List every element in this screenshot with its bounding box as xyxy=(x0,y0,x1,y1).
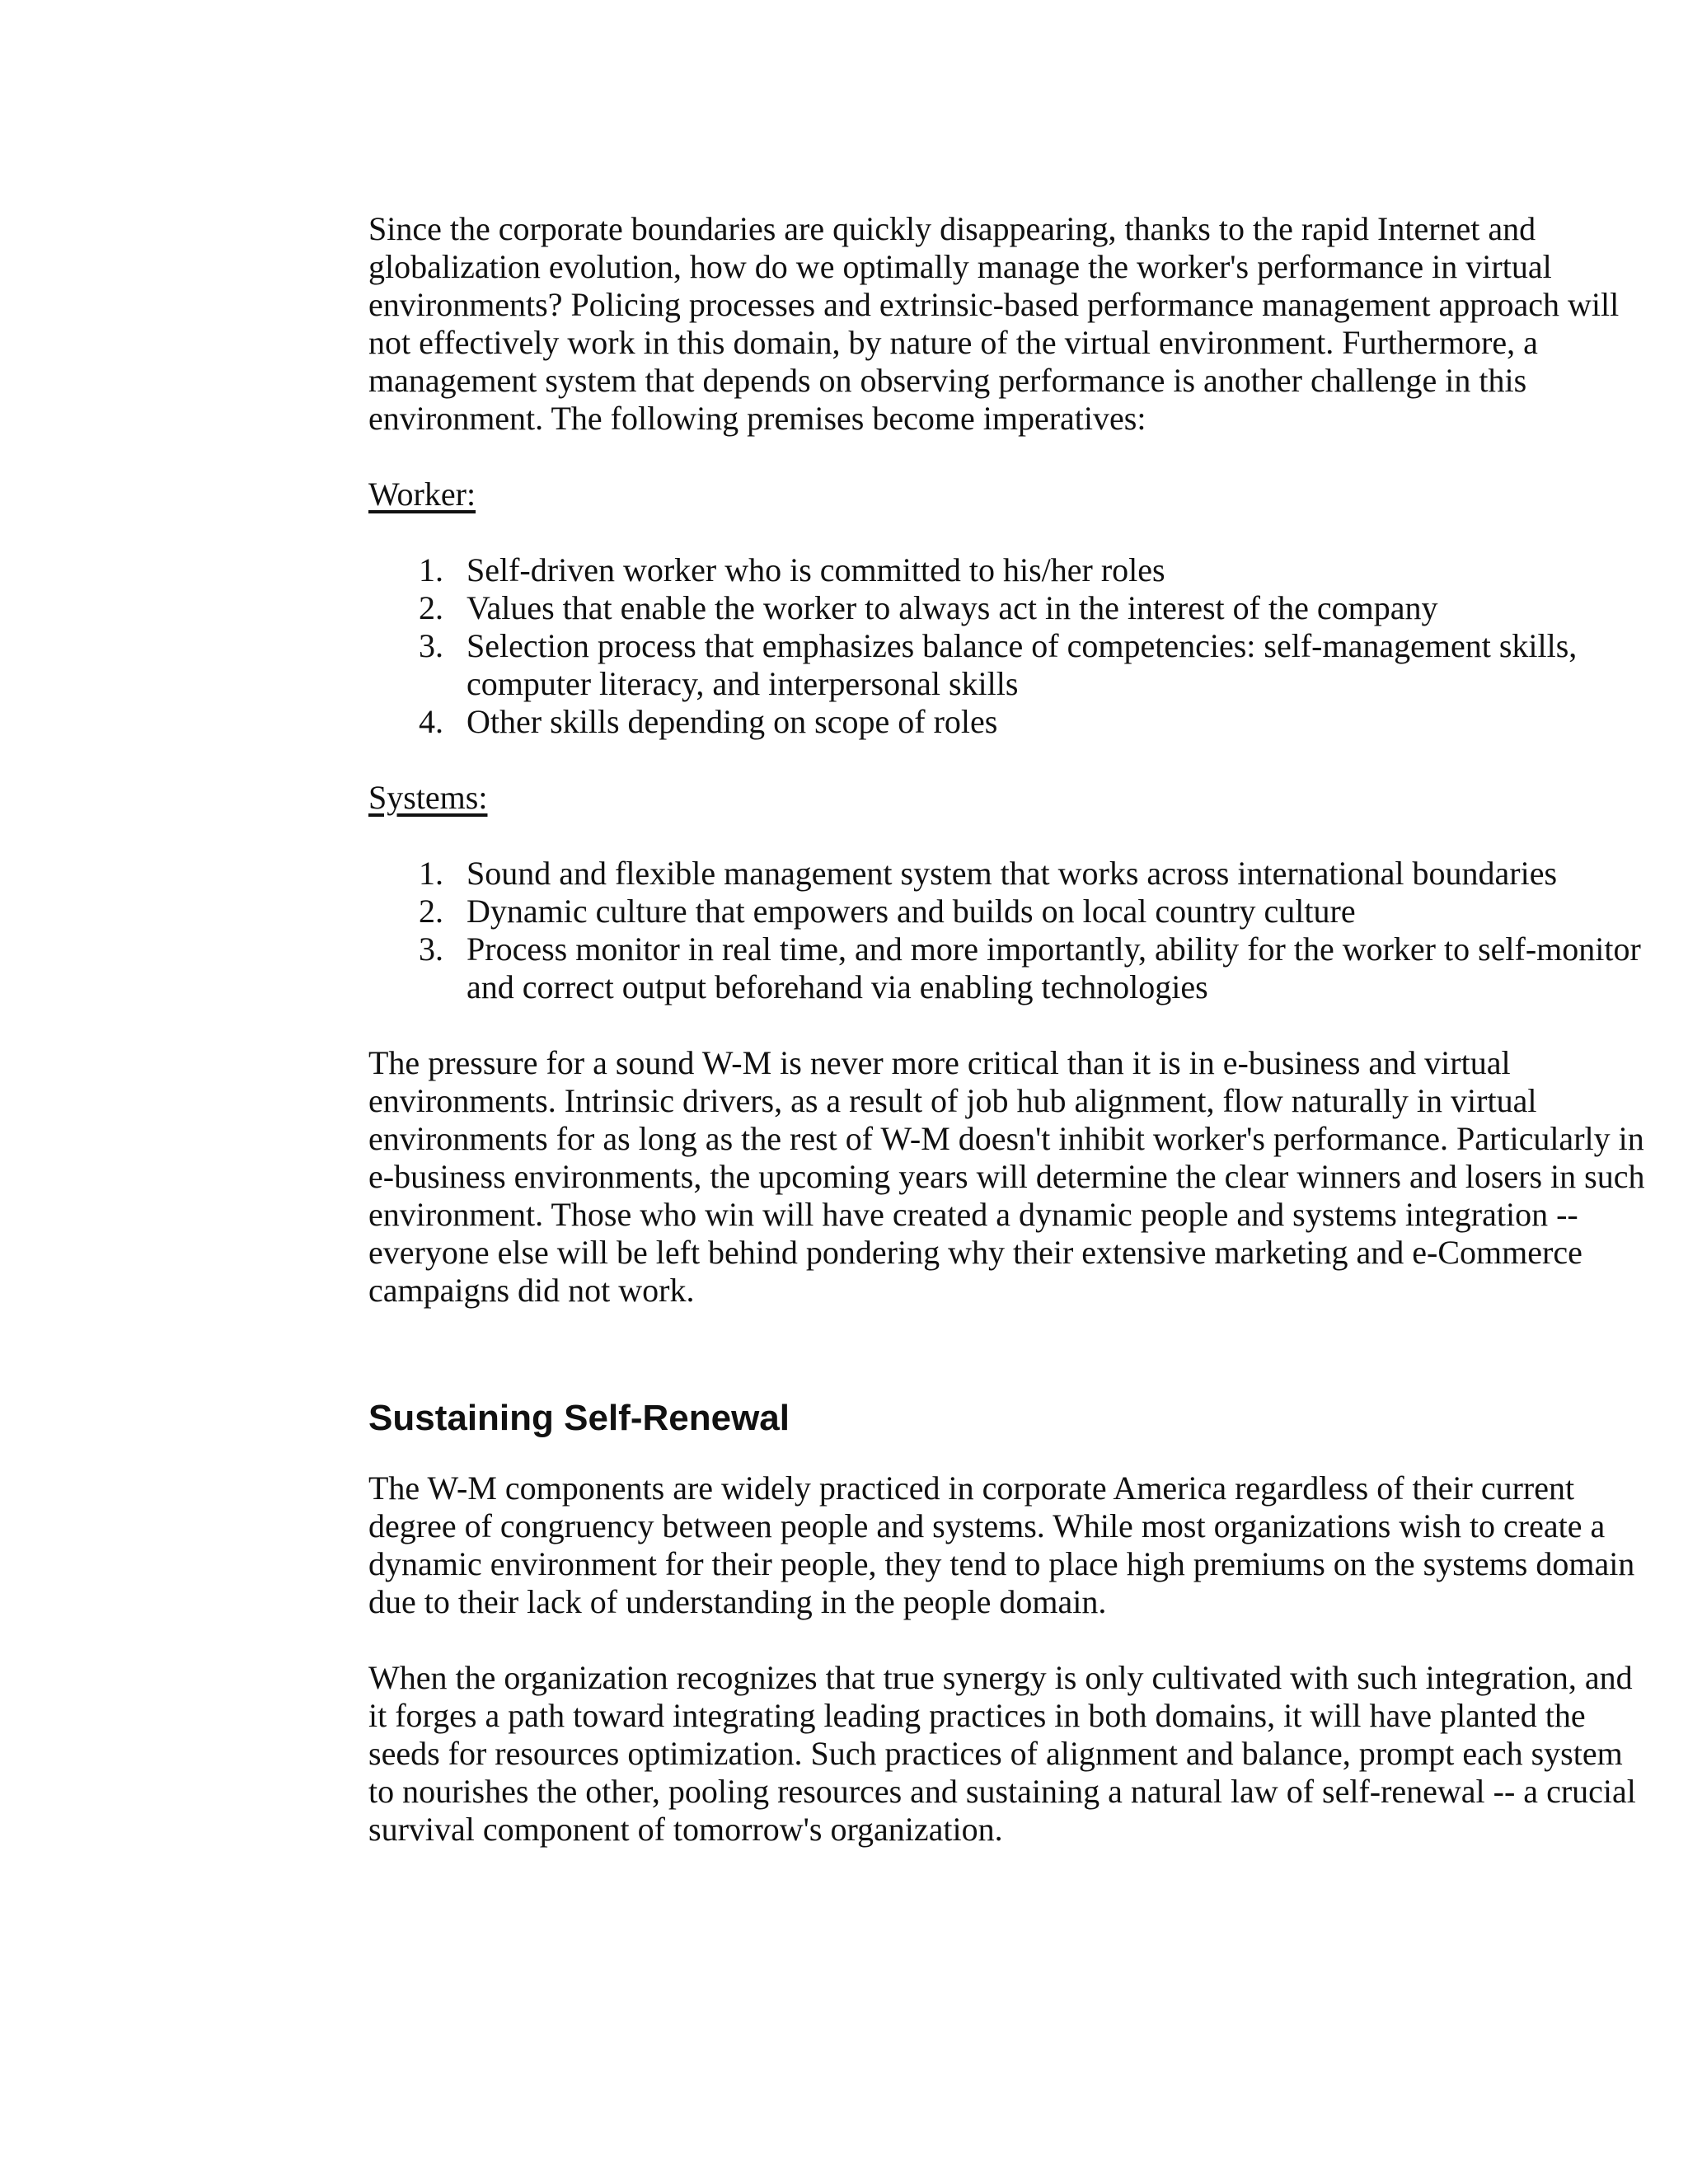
list-item xyxy=(368,930,1654,1006)
intro-line: not effectively work in this domain, by nature of the virtual environment. Furthermore, a xyxy=(368,324,1538,361)
paragraph-line: to nourishes the other, pooling resources and sustaining a natural law of self-renewal -- a crucial xyxy=(368,1773,1636,1810)
list-number: 3. xyxy=(419,930,443,968)
paragraph-line: due to their lack of understanding in the people domain. xyxy=(368,1583,1107,1620)
list-number: 4. xyxy=(419,703,443,740)
pressure-line: environment. Those who win will have created a dynamic people and systems integration -- xyxy=(368,1196,1578,1233)
document-page xyxy=(368,210,1654,1849)
worker-list xyxy=(368,551,1654,741)
pressure-paragraph xyxy=(368,1044,1654,1310)
list-item-text: Dynamic culture that empowers and builds on local country culture xyxy=(467,893,1356,930)
intro-line: environments? Policing processes and extrinsic-based performance management approach will xyxy=(368,286,1620,323)
list-item-text: computer literacy, and interpersonal skills xyxy=(467,665,1019,702)
list-item xyxy=(368,855,1654,893)
section-paragraph-2 xyxy=(368,1659,1654,1849)
intro-line: management system that depends on observing performance is another challenge in this xyxy=(368,362,1527,399)
paragraph-line: When the organization recognizes that true synergy is only cultivated with such integration, and xyxy=(368,1659,1633,1696)
pressure-line: e-business environments, the upcoming years will determine the clear winners and losers in such xyxy=(368,1158,1645,1195)
paragraph-line: survival component of tomorrow's organization. xyxy=(368,1811,1003,1848)
list-item xyxy=(368,893,1654,930)
list-item-text: Process monitor in real time, and more importantly, ability for the worker to self-monitor xyxy=(467,930,1641,968)
paragraph-line: degree of congruency between people and systems. While most organizations wish to create a xyxy=(368,1507,1606,1544)
list-number: 1. xyxy=(419,551,443,588)
paragraph-line: dynamic environment for their people, they tend to place high premiums on the systems domain xyxy=(368,1545,1635,1582)
systems-list xyxy=(368,855,1654,1006)
paragraph-line: seeds for resources optimization. Such practices of alignment and balance, prompt each system xyxy=(368,1735,1623,1772)
pressure-line: The pressure for a sound W-M is never more critical than it is in e-business and virtual xyxy=(368,1044,1511,1081)
intro-paragraph xyxy=(368,210,1654,438)
list-item xyxy=(368,703,1654,741)
list-item-text: Other skills depending on scope of roles xyxy=(467,703,998,740)
list-item-text: and correct output beforehand via enabling technologies xyxy=(467,968,1208,1005)
pressure-line: campaigns did not work. xyxy=(368,1272,695,1309)
list-item xyxy=(368,589,1654,627)
pressure-line: environments. Intrinsic drivers, as a result of job hub alignment, flow naturally in virtual xyxy=(368,1082,1537,1119)
pressure-line: everyone else will be left behind pondering why their extensive marketing and e-Commerce xyxy=(368,1234,1582,1271)
list-number: 3. xyxy=(419,627,443,664)
worker-label: Worker: xyxy=(368,476,476,513)
systems-label: Systems: xyxy=(368,779,488,816)
paragraph-line: it forges a path toward integrating leading practices in both domains, it will have planted the xyxy=(368,1697,1586,1734)
paragraph-line: The W-M components are widely practiced in corporate America regardless of their current xyxy=(368,1469,1575,1507)
list-item-text: Sound and flexible management system that works across international boundaries xyxy=(467,855,1558,892)
list-item xyxy=(368,551,1654,589)
section-paragraph-1 xyxy=(368,1469,1654,1621)
intro-line: environment. The following premises become imperatives: xyxy=(368,400,1146,437)
section-heading: Sustaining Self-Renewal xyxy=(368,1398,790,1438)
list-number: 2. xyxy=(419,589,443,626)
list-item-text: Self-driven worker who is committed to his/her roles xyxy=(467,551,1165,588)
list-number: 2. xyxy=(419,893,443,930)
intro-line: Since the corporate boundaries are quickly disappearing, thanks to the rapid Internet and xyxy=(368,210,1536,247)
list-item-text: Values that enable the worker to always act in the interest of the company xyxy=(467,589,1438,626)
list-item-text: Selection process that emphasizes balance of competencies: self-management skills, xyxy=(467,627,1578,664)
list-item xyxy=(368,627,1654,703)
pressure-line: environments for as long as the rest of W-M doesn't inhibit worker's performance. Particularly in xyxy=(368,1120,1644,1157)
list-number: 1. xyxy=(419,855,443,892)
intro-line: globalization evolution, how do we optimally manage the worker's performance in virtual xyxy=(368,248,1552,285)
